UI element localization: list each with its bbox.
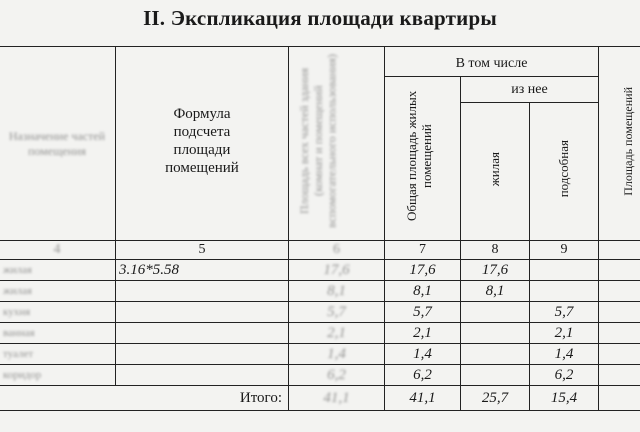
room-name: жилая <box>0 260 116 281</box>
header-room-purpose: Назначение частей помещения <box>0 47 116 241</box>
header-of-it: из нее <box>461 77 599 103</box>
room-formula: 3.16*5.58 <box>116 260 289 281</box>
room-aux: 2,1 <box>530 323 599 344</box>
room-aux: 1,4 <box>530 344 599 365</box>
totals-area-all: 41,1 <box>289 386 385 411</box>
page-title: II. Экспликация площади квартиры <box>143 6 497 30</box>
room-total: 2,1 <box>385 323 461 344</box>
room-name: ванная <box>0 323 116 344</box>
room-aux <box>530 260 599 281</box>
column-number: 6 <box>289 241 385 260</box>
column-number: 7 <box>385 241 461 260</box>
totals-total: 41,1 <box>385 386 461 411</box>
room-living <box>461 365 530 386</box>
table-row <box>0 281 640 302</box>
header-in-total: В том числе <box>385 47 599 77</box>
room-area-all: 6,2 <box>289 365 385 386</box>
room-area-all: 2,1 <box>289 323 385 344</box>
room-name: туалет <box>0 344 116 365</box>
room-aux: 6,2 <box>530 365 599 386</box>
room-living <box>461 302 530 323</box>
header-premises-area: Площадь помещений <box>599 47 640 241</box>
room-area-all: 5,7 <box>289 302 385 323</box>
room-total: 6,2 <box>385 365 461 386</box>
explication-table <box>0 46 640 411</box>
column-number: 5 <box>116 241 289 260</box>
column-number: 4 <box>0 241 116 260</box>
table-row <box>0 344 640 365</box>
header-total-living-premises: Общая площадь жилых помещений <box>385 77 461 241</box>
table-row <box>0 302 640 323</box>
room-formula <box>116 302 289 323</box>
room-living <box>461 344 530 365</box>
table-row <box>0 323 640 344</box>
room-aux <box>530 281 599 302</box>
room-area-all: 8,1 <box>289 281 385 302</box>
room-total: 8,1 <box>385 281 461 302</box>
totals-aux: 15,4 <box>530 386 599 411</box>
room-name: коридор <box>0 365 116 386</box>
table-row <box>0 260 640 281</box>
header-auxiliary: подсобная <box>530 103 599 241</box>
room-total: 1,4 <box>385 344 461 365</box>
room-area-all: 17,6 <box>289 260 385 281</box>
totals-row <box>0 386 640 411</box>
room-living: 8,1 <box>461 281 530 302</box>
column-number: 9 <box>530 241 599 260</box>
header-living: жилая <box>461 103 530 241</box>
room-aux: 5,7 <box>530 302 599 323</box>
room-total: 17,6 <box>385 260 461 281</box>
room-name: жилая <box>0 281 116 302</box>
room-living: 17,6 <box>461 260 530 281</box>
room-total: 5,7 <box>385 302 461 323</box>
totals-living: 25,7 <box>461 386 530 411</box>
room-living <box>461 323 530 344</box>
room-area-all: 1,4 <box>289 344 385 365</box>
room-formula <box>116 365 289 386</box>
column-number: 8 <box>461 241 530 260</box>
column-numbers-row <box>0 241 640 260</box>
totals-label: Итого: <box>0 386 289 411</box>
room-formula <box>116 281 289 302</box>
header-formula: Формула подсчета площади помещений <box>116 47 289 241</box>
room-name: кухня <box>0 302 116 323</box>
header-area-all: Площадь всех частей здания (комнат и помещений вспомогательного использования) <box>289 47 385 241</box>
table-row <box>0 365 640 386</box>
room-formula <box>116 344 289 365</box>
room-formula <box>116 323 289 344</box>
